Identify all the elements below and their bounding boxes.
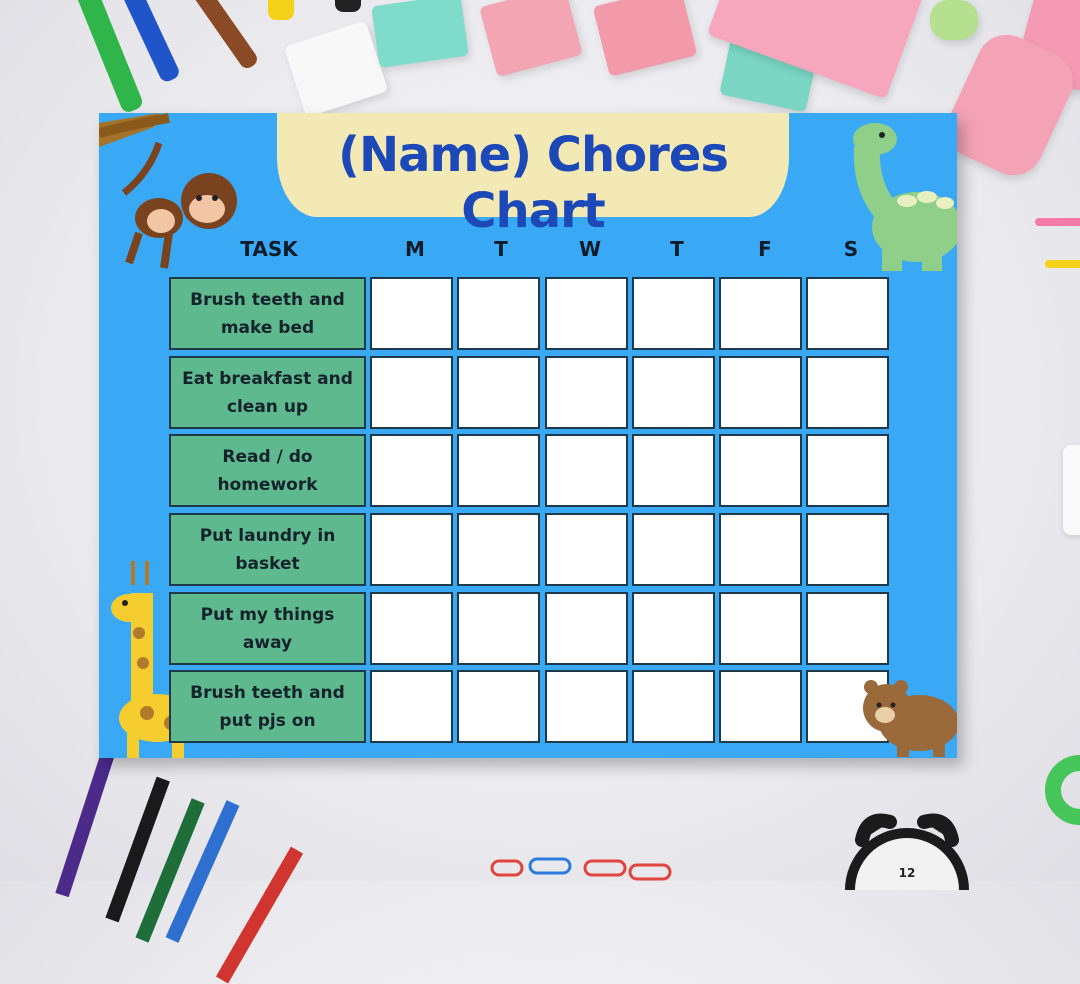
title-banner (277, 113, 789, 239)
task-column-header: TASK (240, 237, 298, 261)
chore-checkbox[interactable] (545, 277, 628, 350)
chore-checkbox[interactable] (457, 670, 540, 743)
chore-checkbox[interactable] (457, 277, 540, 350)
black-marker (335, 0, 361, 12)
chore-checkbox[interactable] (457, 434, 540, 507)
yellow-marker (268, 0, 294, 20)
pink-clip (1035, 218, 1080, 226)
purple-pencil (55, 750, 115, 897)
task-cell: Put laundry in basket (169, 513, 366, 586)
crumpled-paper-green (930, 0, 978, 40)
chore-checkbox[interactable] (370, 356, 453, 429)
chore-checkbox[interactable] (719, 513, 802, 586)
chore-checkbox[interactable] (457, 513, 540, 586)
task-cell: Brush teeth and make bed (169, 277, 366, 350)
chore-checkbox[interactable] (545, 670, 628, 743)
chore-checkbox[interactable] (370, 513, 453, 586)
clock-number: 12 (898, 866, 916, 880)
chore-checkbox[interactable] (632, 670, 715, 743)
pink-eraser (479, 0, 583, 77)
white-eraser (284, 21, 389, 118)
chore-checkbox[interactable] (806, 434, 889, 507)
day-header-wed: W (578, 237, 602, 261)
day-header-sat: S (843, 237, 859, 261)
bear-icon (857, 673, 957, 758)
day-header-fri: F (758, 237, 772, 261)
chore-checkbox[interactable] (719, 592, 802, 665)
page-title: (Name) Chores Chart (338, 127, 728, 239)
chore-checkbox[interactable] (719, 277, 802, 350)
chore-checkbox[interactable] (806, 356, 889, 429)
alarm-clock (832, 800, 982, 890)
chores-chart-poster (99, 113, 957, 758)
chore-checkbox[interactable] (806, 592, 889, 665)
chore-checkbox[interactable] (632, 356, 715, 429)
white-card (1063, 445, 1080, 535)
green-tape-roll (1045, 755, 1080, 825)
chore-checkbox[interactable] (457, 592, 540, 665)
chore-checkbox[interactable] (632, 592, 715, 665)
brown-marker (188, 0, 260, 71)
chore-checkbox[interactable] (632, 434, 715, 507)
day-header-mon: M (405, 237, 425, 261)
red-pencil (216, 847, 303, 984)
chore-checkbox[interactable] (806, 277, 889, 350)
chore-checkbox[interactable] (457, 356, 540, 429)
task-cell: Brush teeth and put pjs on (169, 670, 366, 743)
chore-checkbox[interactable] (545, 356, 628, 429)
pink-eraser-2 (593, 0, 698, 77)
chore-checkbox[interactable] (370, 592, 453, 665)
chore-checkbox[interactable] (545, 513, 628, 586)
day-header-tue: T (494, 237, 508, 261)
task-cell: Eat breakfast and clean up (169, 356, 366, 429)
chore-checkbox[interactable] (806, 513, 889, 586)
chore-checkbox[interactable] (632, 513, 715, 586)
chore-checkbox[interactable] (545, 434, 628, 507)
monkey-icon (99, 113, 239, 273)
chore-checkbox[interactable] (545, 592, 628, 665)
chore-checkbox[interactable] (719, 434, 802, 507)
chore-checkbox[interactable] (370, 670, 453, 743)
day-header-thu: T (670, 237, 684, 261)
chore-checkbox[interactable] (632, 277, 715, 350)
teal-eraser (371, 0, 469, 68)
chore-checkbox[interactable] (719, 356, 802, 429)
chore-checkbox[interactable] (719, 670, 802, 743)
task-cell: Read / do homework (169, 434, 366, 507)
chore-checkbox[interactable] (370, 277, 453, 350)
yellow-clip (1045, 260, 1080, 268)
task-cell: Put my things away (169, 592, 366, 665)
chore-checkbox[interactable] (370, 434, 453, 507)
